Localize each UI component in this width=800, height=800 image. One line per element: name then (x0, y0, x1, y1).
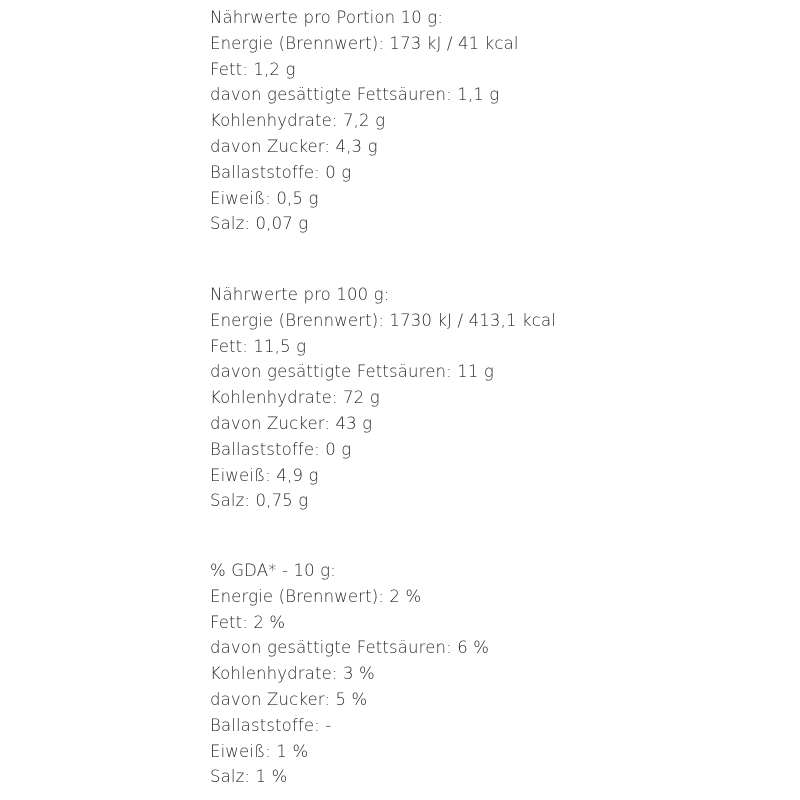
nutrient-line-energy: Energie (Brennwert): 1730 kJ / 413,1 kcal (210, 310, 556, 330)
nutrient-line-carbohydrates: Kohlenhydrate: 72 g (210, 388, 380, 408)
nutrient-line-fiber: Ballaststoffe: 0 g (210, 162, 352, 182)
nutrient-line-carbohydrates: Kohlenhydrate: 3 % (210, 664, 375, 684)
gda-percentage-section (210, 558, 790, 790)
nutrient-line-energy: Energie (Brennwert): 173 kJ / 41 kcal (210, 33, 519, 53)
nutrient-line-sugar: davon Zucker: 43 g (210, 413, 373, 433)
nutrient-line-salt: Salz: 1 % (210, 767, 288, 787)
nutrient-line-protein: Eiweiß: 4,9 g (210, 465, 319, 485)
nutrient-line-sugar: davon Zucker: 4,3 g (210, 136, 378, 156)
nutrition-per-100g-section (210, 282, 790, 514)
section-heading: Nährwerte pro Portion 10 g: (210, 8, 444, 27)
section-heading: % GDA* - 10 g: (210, 561, 336, 580)
nutrient-line-energy: Energie (Brennwert): 2 % (210, 586, 422, 606)
nutrient-line-saturated-fat: davon gesättigte Fettsäuren: 11 g (210, 362, 494, 382)
nutrient-line-saturated-fat: davon gesättigte Fettsäuren: 1,1 g (210, 85, 500, 105)
nutrient-line-salt: Salz: 0,75 g (210, 491, 309, 511)
nutrient-line-protein: Eiweiß: 0,5 g (210, 188, 319, 208)
nutrient-line-carbohydrates: Kohlenhydrate: 7,2 g (210, 111, 386, 131)
nutrient-line-fiber: Ballaststoffe: 0 g (210, 439, 352, 459)
nutrient-line-protein: Eiweiß: 1 % (210, 741, 309, 761)
nutrient-line-salt: Salz: 0,07 g (210, 214, 309, 234)
nutrient-line-fat: Fett: 2 % (210, 612, 286, 632)
nutrient-line-sugar: davon Zucker: 5 % (210, 689, 368, 709)
nutrient-line-fat: Fett: 1,2 g (210, 59, 296, 79)
nutrition-per-portion-section (210, 5, 790, 237)
section-heading: Nährwerte pro 100 g: (210, 285, 390, 304)
nutrient-line-fat: Fett: 11,5 g (210, 336, 307, 356)
nutrient-line-fiber: Ballaststoffe: - (210, 715, 332, 735)
nutrient-line-saturated-fat: davon gesättigte Fettsäuren: 6 % (210, 638, 490, 658)
